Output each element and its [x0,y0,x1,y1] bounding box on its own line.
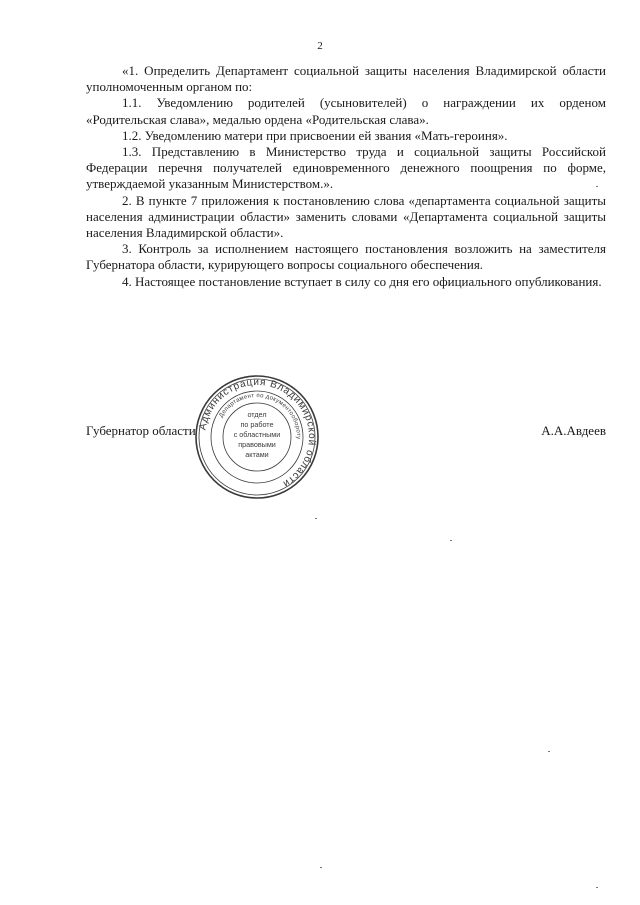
page-number: 2 [317,40,323,52]
paragraph-2: 2. В пункте 7 приложения к постановлению слова «департамента социальной защиты населения администрации области» заменить словами «Департамента социальной защиты населения Владимирской области». [86,192,606,241]
stamp-center-line-5: актами [245,450,269,459]
paragraph-1: «1. Определить Департамент социальной защиты населения Владимирской области уполномоченным органом по: [86,63,606,95]
scan-speck [320,867,322,868]
scan-speck [596,887,598,888]
paragraph-1-1: 1.1. Уведомлению родителей (усыновителей) о награждении их орденом «Родительская слава», медалью ордена «Родительская слава». [86,95,606,127]
paragraph-1-2: 1.2. Уведомлению матери при присвоении ей звания «Мать-героиня». [122,127,508,143]
paragraph-3: 3. Контроль за исполнением настоящего постановления возложить на заместителя Губернатора области, курирующего вопросы социального обеспечения. [86,241,606,273]
stamp-center-line-3: с областными [233,430,281,439]
stamp-inner-text: Департамент по документообороту [218,392,302,440]
scan-speck [548,751,550,752]
stamp-outer-text: Администрация Владимирской области [197,376,318,490]
scan-speck [315,518,317,519]
document-body [86,63,606,290]
signatory-position: Губернатор области [86,423,196,438]
official-seal-stamp [193,373,321,501]
stamp-center-line-4: правовыми [238,440,276,449]
paragraph-1-3: 1.3. Представлению в Министерство труда и социальной защиты Российской Федерации перечня получателей единовременного денежного поощрения по форме, утверждаемой указанным Министерством.». [86,144,606,192]
scan-speck [450,540,452,541]
stamp-center-line-1: отдел [247,410,267,419]
signatory-name: А.А.Авдеев [541,423,606,438]
paragraph-4: 4. Настоящее постановление вступает в силу со дня его официального опубликования. [122,273,602,289]
scan-speck [596,186,598,187]
stamp-center-line-2: по работе [240,420,274,429]
